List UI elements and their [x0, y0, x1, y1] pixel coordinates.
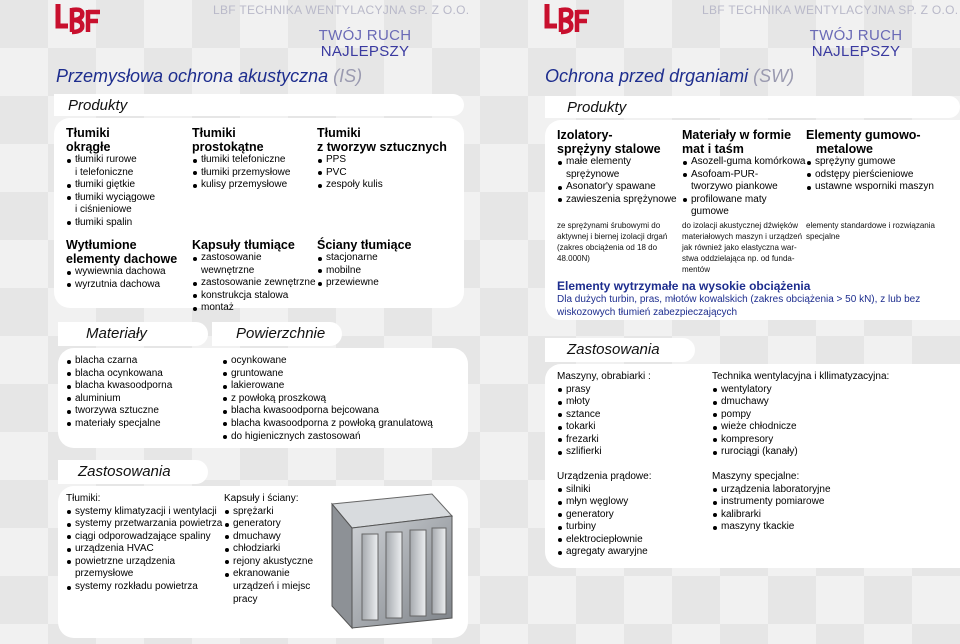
list-item: PVC	[317, 167, 462, 180]
left-slogan-line1: TWÓJ RUCH	[318, 27, 412, 44]
right-col1-heading1: Izolatory-	[557, 128, 613, 142]
right-company-name: LBF TECHNIKA WENTYLACYJNA SP. Z O.O.	[702, 3, 959, 17]
right-highlight	[557, 279, 957, 319]
list-item: prasy	[557, 384, 697, 397]
right-app3-heading: Urządzenia prądowe:	[557, 471, 652, 482]
right-col3-note	[806, 220, 956, 242]
list-item: z powłoką proszkową	[222, 393, 462, 406]
list-item: urządzenia HVAC	[66, 543, 226, 556]
right-slogan-line2: NAJLEPSZY	[811, 43, 901, 60]
list-item: instrumenty pomiarowe	[712, 496, 912, 509]
left-app2-heading: Kapsuły i ściany:	[224, 493, 299, 504]
left-applications-banner	[58, 460, 208, 484]
left-col3	[317, 126, 462, 192]
note-line: 48.000N)	[557, 254, 590, 263]
list-item: i telefoniczne	[75, 166, 134, 178]
list-item: gruntowane	[222, 368, 462, 381]
list-item: generatory	[557, 509, 697, 522]
list-item: turbiny	[557, 521, 697, 534]
list-item: Asonator'y spawane	[557, 181, 682, 194]
note-line: elementy standardowe i rozwiązania	[806, 221, 935, 230]
list-item: agregaty awaryjne	[557, 546, 697, 559]
left-logo	[54, 2, 104, 36]
list-item: i ciśnieniowe	[75, 204, 132, 216]
right-slogan-line1: TWÓJ RUCH	[809, 27, 903, 44]
right-col2	[682, 128, 807, 219]
list-item: frezarki	[557, 434, 697, 447]
list-item: zespoły kulis	[317, 179, 462, 192]
list-item: tłumiki rurowe	[66, 154, 186, 167]
left-col4	[66, 238, 186, 291]
note-line: mentów	[682, 265, 711, 274]
list-item: zastosowanie zewnętrzne	[192, 277, 317, 290]
list-item: elektrociepłownie	[557, 534, 697, 547]
list-item: młoty	[557, 396, 697, 409]
list-item: generatory	[224, 518, 324, 531]
left-products-banner	[54, 94, 464, 116]
list-item: młyn węglowy	[557, 496, 697, 509]
right-col2-heading1: Materiały w formie	[682, 128, 792, 142]
left-col2	[192, 126, 312, 192]
right-doc-title-code: (SW)	[753, 66, 795, 86]
left-surfaces-list	[222, 355, 462, 443]
left-slogan	[305, 28, 425, 60]
list-item: systemy klimatyzacji i wentylacji	[66, 506, 226, 519]
right-logo	[543, 2, 593, 36]
right-col2-note	[682, 220, 807, 275]
left-app1	[66, 493, 226, 594]
list-item: urządzenia laboratoryjne	[712, 484, 912, 497]
list-item: rurociągi (kanały)	[712, 446, 912, 459]
note-line: do izolacji akustycznej dźwięków	[682, 221, 799, 230]
left-doc-title	[56, 66, 362, 87]
list-item: tłumiki giętkie	[66, 179, 186, 192]
left-col6	[317, 238, 457, 290]
right-app3	[557, 471, 697, 559]
left-materials-list	[66, 355, 216, 431]
left-app2	[224, 493, 324, 606]
right-app2	[712, 371, 912, 459]
right-highlight-line1: Dla dużych turbin, pras, młotów kowalskich (zakres obciążenia > 50 kN), z lub bez	[557, 294, 921, 305]
list-item: tłumiki przemysłowe	[192, 167, 312, 180]
left-col1-heading2: okrągłe	[66, 140, 111, 154]
list-item: stacjonarne	[317, 252, 457, 265]
list-item: powietrzne urządzenia	[66, 556, 226, 569]
left-col2-heading2: prostokątne	[192, 140, 264, 154]
right-app2-heading: Technika wentylacyjna i kllimatyzacyjna:	[712, 371, 890, 382]
left-app1-heading: Tłumiki:	[66, 493, 101, 504]
note-line: materiałowych maszyn i urządzeń	[682, 232, 803, 241]
list-item: blacha kwasoodporna	[66, 380, 216, 393]
right-app4	[712, 471, 912, 534]
list-item: przemysłowe	[75, 568, 134, 580]
left-surfaces-banner	[212, 322, 342, 346]
list-item: tłumiki wyciągowe	[66, 192, 186, 205]
left-col4-heading1: Wytłumione	[66, 238, 137, 252]
left-col3-heading1: Tłumiki	[317, 126, 361, 140]
list-item: sprężarki	[224, 506, 324, 519]
list-item: blacha kwasoodporna z powłoką granulatową	[222, 418, 462, 431]
left-col5-heading: Kapsuły tłumiące	[192, 238, 295, 252]
list-item: tworzywa sztuczne	[66, 405, 216, 418]
list-item: tworzywo piankowe	[691, 181, 778, 193]
list-item: tokarki	[557, 421, 697, 434]
list-item: szlifierki	[557, 446, 697, 459]
list-item: systemy rozkładu powietrza	[66, 581, 226, 594]
list-item: urządzeń i miejsc	[233, 581, 311, 593]
list-item: materiały specjalne	[66, 418, 216, 431]
list-item: PPS	[317, 154, 462, 167]
list-item: blacha ocynkowana	[66, 368, 216, 381]
list-item: małe elementy sprężynowe	[557, 156, 682, 181]
list-item: rejony akustyczne	[224, 556, 324, 569]
list-item: wyrzutnia dachowa	[66, 279, 186, 292]
right-col3-heading2: metalowe	[816, 142, 873, 156]
left-materials-banner	[58, 322, 208, 346]
right-col3-heading1: Elementy gumowo-	[806, 128, 921, 142]
right-doc-title-text: Ochrona przed drganiami	[545, 66, 749, 86]
right-slogan	[796, 28, 916, 60]
list-item: maszyny tkackie	[712, 521, 912, 534]
list-item: chłodziarki	[224, 543, 324, 556]
list-item: wywiewnia dachowa	[66, 266, 186, 279]
list-item: sprężyny gumowe	[806, 156, 956, 169]
list-item: ustawne wsporniki maszyn	[806, 181, 956, 194]
list-item: wentylatory	[712, 384, 912, 397]
right-col2-heading2: mat i taśm	[682, 142, 744, 156]
right-app1	[557, 371, 697, 459]
right-col3	[806, 128, 956, 194]
list-item: systemy przetwarzania powietrza	[66, 518, 226, 531]
list-item: montaż	[192, 302, 317, 315]
list-item: konstrukcja stalowa	[192, 290, 317, 303]
right-products-banner	[545, 96, 960, 118]
right-col1-note	[557, 220, 682, 264]
list-item: pompy	[712, 409, 912, 422]
note-line: jak również jako elastyczna war-	[682, 243, 797, 252]
left-col2-heading1: Tłumiki	[192, 126, 236, 140]
right-col1	[557, 128, 682, 206]
left-col5	[192, 238, 317, 315]
left-products-label: Produkty	[68, 97, 128, 114]
list-item: kulisy przemysłowe	[192, 179, 312, 192]
left-surfaces-label: Powierzchnie	[236, 325, 326, 342]
list-item: blacha czarna	[66, 355, 216, 368]
silencer-product-image	[312, 486, 462, 636]
left-col1	[66, 126, 186, 230]
list-item: blacha kwasoodporna bejcowana	[222, 405, 462, 418]
list-item: zawieszenia sprężynowe	[557, 194, 682, 207]
list-item: przewiewne	[317, 277, 457, 290]
list-item: wieże chłodnicze	[712, 421, 912, 434]
right-app4-heading: Maszyny specjalne:	[712, 471, 800, 482]
list-item: kompresory	[712, 434, 912, 447]
list-item: lakierowane	[222, 380, 462, 393]
left-materials-label: Materiały	[86, 325, 147, 342]
list-item: mobilne	[317, 265, 457, 278]
right-app1-heading: Maszyny, obrabiarki :	[557, 371, 651, 382]
list-item: do higienicznych zastosowań	[222, 431, 462, 444]
list-item: kalibrarki	[712, 509, 912, 522]
left-col4-heading2: elementy dachowe	[66, 252, 178, 266]
list-item: ocynkowane	[222, 355, 462, 368]
list-item: odstępy pierścieniowe	[806, 169, 956, 182]
left-doc-title-code: (IS)	[333, 66, 363, 86]
list-item: Asofoam-PUR-	[682, 169, 807, 182]
list-item: tłumiki telefoniczne	[192, 154, 312, 167]
list-item: sztance	[557, 409, 697, 422]
right-highlight-line2: wiskozowych tłumień zabezpieczających	[557, 307, 738, 318]
list-item: silniki	[557, 484, 697, 497]
right-doc-title	[545, 66, 794, 87]
list-item: ekranowanie	[224, 568, 324, 581]
right-applications-label: Zastosowania	[567, 341, 660, 358]
right-applications-banner	[545, 338, 695, 362]
note-line: aktywnej i biernej izolacji drgań	[557, 232, 668, 241]
list-item: zastosowanie wewnętrzne	[192, 252, 317, 277]
list-item: profilowane maty gumowe	[682, 194, 807, 219]
note-line: ze sprężynami śrubowymi do	[557, 221, 661, 230]
left-col1-heading1: Tłumiki	[66, 126, 110, 140]
left-col6-heading: Ściany tłumiące	[317, 238, 412, 252]
right-products-label: Produkty	[567, 99, 627, 116]
left-doc-title-text: Przemysłowa ochrona akustyczna	[56, 66, 329, 86]
left-slogan-line2: NAJLEPSZY	[320, 43, 410, 60]
note-line: (zakres obciążenia od 18 do	[557, 243, 658, 252]
left-applications-label: Zastosowania	[78, 463, 171, 480]
note-line: stwa oddzielająca np. od funda-	[682, 254, 795, 263]
right-col1-heading2: sprężyny stalowe	[557, 142, 661, 156]
note-line: specjalne	[806, 232, 840, 241]
list-item: tłumiki spalin	[66, 217, 186, 230]
list-item: aluminium	[66, 393, 216, 406]
list-item: dmuchawy	[224, 531, 324, 544]
right-highlight-heading: Elementy wytrzymałe na wysokie obciążenia	[557, 279, 811, 293]
list-item: pracy	[233, 593, 258, 605]
left-col3-heading2: z tworzyw sztucznych	[317, 140, 447, 154]
list-item: dmuchawy	[712, 396, 912, 409]
left-company-name: LBF TECHNIKA WENTYLACYJNA SP. Z O.O.	[213, 3, 470, 17]
list-item: ciągi odporowadzające spaliny	[66, 531, 226, 544]
list-item: Asozell-guma komórkowa	[682, 156, 807, 169]
